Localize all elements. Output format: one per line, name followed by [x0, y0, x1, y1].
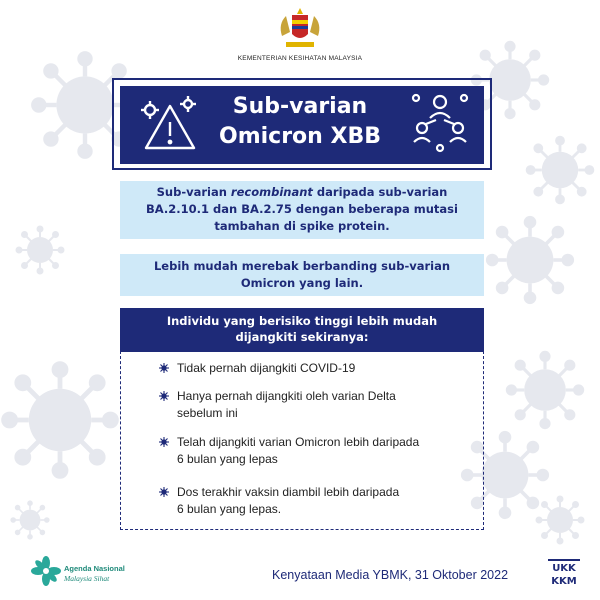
list-item: [159, 484, 479, 518]
people-network-icon: [408, 90, 472, 156]
info-1-text-post: daripada sub-varian: [312, 185, 448, 199]
ministry-name: KEMENTERIAN KESIHATAN MALAYSIA: [237, 55, 363, 62]
kkm-text: KKM: [551, 576, 577, 587]
agenda-title: Agenda Nasional: [64, 564, 125, 573]
risk-header-line-2: dijangkiti sekiranya:: [235, 330, 369, 344]
virus-bullet-icon: [159, 437, 169, 447]
title-line-2: Omicron XBB: [219, 124, 381, 149]
agenda-subtitle: Malaysia Sihat: [64, 574, 110, 583]
info-1-line-3: tambahan di spike protein.: [214, 219, 390, 233]
info-1-line-1: [120, 184, 484, 201]
risk-item-line-1: Tidak pernah dijangkiti COVID-19: [177, 361, 356, 375]
info-2-line-2: Omicron yang lain.: [240, 276, 364, 290]
info-2-line-1: Lebih mudah merebak berbanding sub-varian: [153, 259, 451, 273]
info-1-text-emphasis: recombinant: [230, 185, 313, 199]
info-1-line-2: BA.2.10.1 dan BA.2.75 dengan beberapa mutasi: [146, 202, 458, 216]
virus-bullet-icon: [159, 487, 169, 497]
list-item: [159, 388, 479, 422]
virus-bullet-icon: [159, 391, 169, 401]
media-statement: Kenyataan Media YBMK, 31 Oktober 2022: [272, 568, 509, 582]
risk-item-line-2: sebelum ini: [177, 406, 238, 420]
ukk-kkm-logo: [548, 559, 580, 589]
virus-bullet-icon: [159, 363, 169, 373]
info-box-recombinant: [120, 181, 484, 239]
info-1-text-pre: Sub-varian: [156, 185, 231, 199]
info-box-spread: [120, 254, 484, 296]
agenda-nasional-logo-icon: [30, 555, 68, 587]
malaysia-crest-icon: [272, 6, 328, 52]
risk-list: [120, 346, 484, 530]
list-item: [159, 360, 479, 377]
title-line-1: Sub-varian: [232, 94, 368, 119]
risk-item-line-1: Dos terakhir vaksin diambil lebih daripada: [177, 485, 400, 499]
risk-item-line-1: Hanya pernah dijangkiti oleh varian Delta: [177, 389, 396, 403]
risk-header-line-1: Individu yang berisiko tinggi lebih mudah: [166, 314, 438, 328]
risk-item-line-1: Telah dijangkiti varian Omicron lebih daripada: [177, 435, 420, 449]
risk-item-line-2: 6 bulan yang lepas.: [177, 502, 282, 516]
page-title: [200, 92, 400, 152]
warning-gears-icon: [138, 92, 202, 156]
list-item: [159, 434, 479, 468]
risk-item-line-2: 6 bulan yang lepas: [177, 452, 278, 466]
ukk-text: UKK: [552, 563, 576, 574]
